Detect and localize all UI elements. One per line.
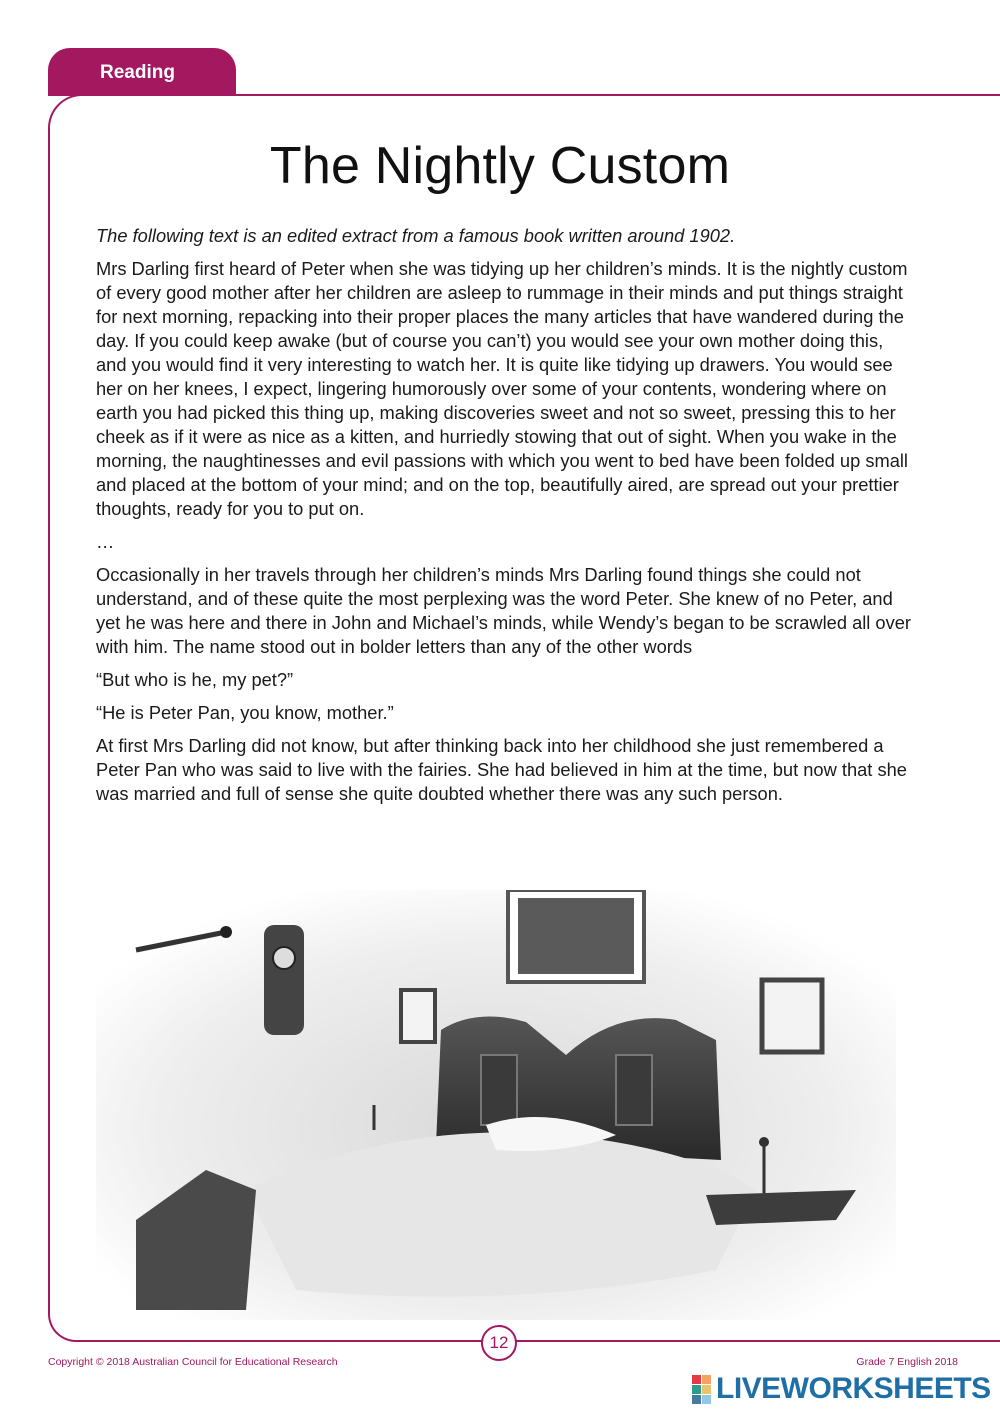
brand-text: LIVEWORKSHEETS [716, 1372, 991, 1405]
ellipsis: … [96, 531, 115, 552]
bedroom-illustration [96, 890, 896, 1320]
reading-text [96, 224, 912, 815]
page-number: 12 [481, 1325, 517, 1361]
paragraph: Mrs Darling first heard of Peter when she was tidying up her children’s minds. It is the nightly custom of every good mother after her children are asleep to rummage in their minds and put things straight for next morning, repacking into their proper places the many articles that have wandered during the day. If you could keep awake (but of course you can’t) you would see your own mother doing this, and you would find it very interesting to watch her. It is quite like tidying up drawers. You would see her on her knees, I expect, lingering humorously over some of your contents, wondering where on earth you had picked this thing up, making discoveries sweet and not so sweet, pressing this to her cheek as if it were as nice as a kitten, and hurriedly stowing that out of sight. When you wake in the morning, the naughtinesses and evil passions with which you went to bed have been folded up small and placed at the bottom of your mind; and on the top, beautifully aired, are spread out your prettier thoughts, ready for you to put on. [96, 258, 908, 519]
copyright-notice: Copyright © 2018 Australian Council for Educational Research [48, 1356, 338, 1368]
section-tab-label: Reading [100, 62, 175, 83]
liveworksheets-logo [692, 1372, 991, 1406]
dialogue-line: “He is Peter Pan, you know, mother.” [96, 702, 394, 723]
intro-note: The following text is an edited extract from a famous book written around 1902. [96, 225, 736, 246]
dialogue-line: “But who is he, my pet?” [96, 669, 294, 690]
page-title: The Nightly Custom [269, 137, 731, 195]
grade-label: Grade 7 English 2018 [856, 1356, 958, 1368]
paragraph: Occasionally in her travels through her children’s minds Mrs Darling found things she could not understand, and of these quite the most perplexing was the word Peter. She knew of no Peter, and yet he was here and there in John and Michael’s minds, while Wendy’s began to be scrawled all over with him. The name stood out in bolder letters than any of the other words [96, 564, 911, 657]
logo-blocks-icon [692, 1375, 711, 1404]
paragraph: At first Mrs Darling did not know, but after thinking back into her childhood she just remembered a Peter Pan who was said to live with the fairies. She had believed in him at the time, but now that she was married and full of sense she quite doubted whether there was any such person. [96, 735, 907, 804]
section-tab [48, 48, 236, 96]
